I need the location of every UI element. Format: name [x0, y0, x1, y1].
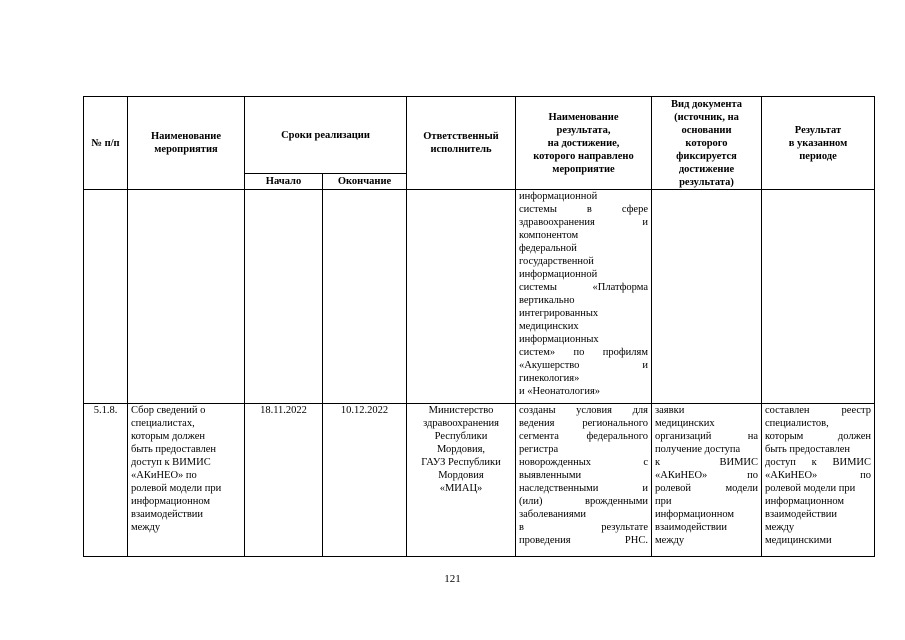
header-end: Окончание	[323, 174, 407, 190]
header-responsible: Ответственный исполнитель	[407, 97, 516, 190]
header-start: Начало	[245, 174, 323, 190]
table-row	[84, 404, 875, 557]
cell-period: составлен реестр специалистов, которым должен быть предоставлен доступ к ВИМИС «АКиНЕО» по ролевой модели при информационном взаимодействии между медицинскими	[762, 404, 875, 557]
cell-result: созданы условия для ведения регионального сегмента федерального регистра новорожденных с выявленными наследственными и (или) врожденными заболеваниями в результате проведения РНС.	[516, 404, 652, 557]
page-number: 121	[444, 573, 461, 585]
cell-responsible	[407, 190, 516, 404]
cell-responsible: Министерство здравоохранения Республики Мордовия, ГАУЗ Республики Мордовия «МИАЦ»	[407, 404, 516, 557]
cell-name	[128, 190, 245, 404]
cell-start: 18.11.2022	[245, 404, 323, 557]
header-num: № п/п	[84, 97, 128, 190]
header-terms: Сроки реализации	[245, 97, 407, 174]
cell-name: Сбор сведений о специалистах, которым должен быть предоставлен доступ к ВИМИС «АКиНЕО» по ролевой модели при информационном взаимодействии между	[128, 404, 245, 557]
header-result-name: Наименование результата, на достижение, которого направлено мероприятие	[516, 97, 652, 190]
header-doc-type: Вид документа (источник, на основании которого фиксируется достижение результата)	[652, 97, 762, 190]
cell-doc: заявки медицинских организаций на получение доступа к ВИМИС «АКиНЕО» по ролевой модели при информационном взаимодействии между	[652, 404, 762, 557]
cell-num	[84, 190, 128, 404]
table-row	[84, 190, 875, 404]
header-result-period: Результат в указанном периоде	[762, 97, 875, 190]
cell-period	[762, 190, 875, 404]
cell-end	[323, 190, 407, 404]
activities-table	[83, 96, 875, 557]
header-name: Наименование мероприятия	[128, 97, 245, 190]
cell-result: информационной системы в сфере здравоохранения и компонентом федеральной государственной информационной системы «Платформа вертикально интегрированных медицинских информационных систем» по профилям «Акушерство и гинекология» и «Неонатология»	[516, 190, 652, 404]
cell-doc	[652, 190, 762, 404]
cell-end: 10.12.2022	[323, 404, 407, 557]
cell-start	[245, 190, 323, 404]
cell-num: 5.1.8.	[84, 404, 128, 557]
